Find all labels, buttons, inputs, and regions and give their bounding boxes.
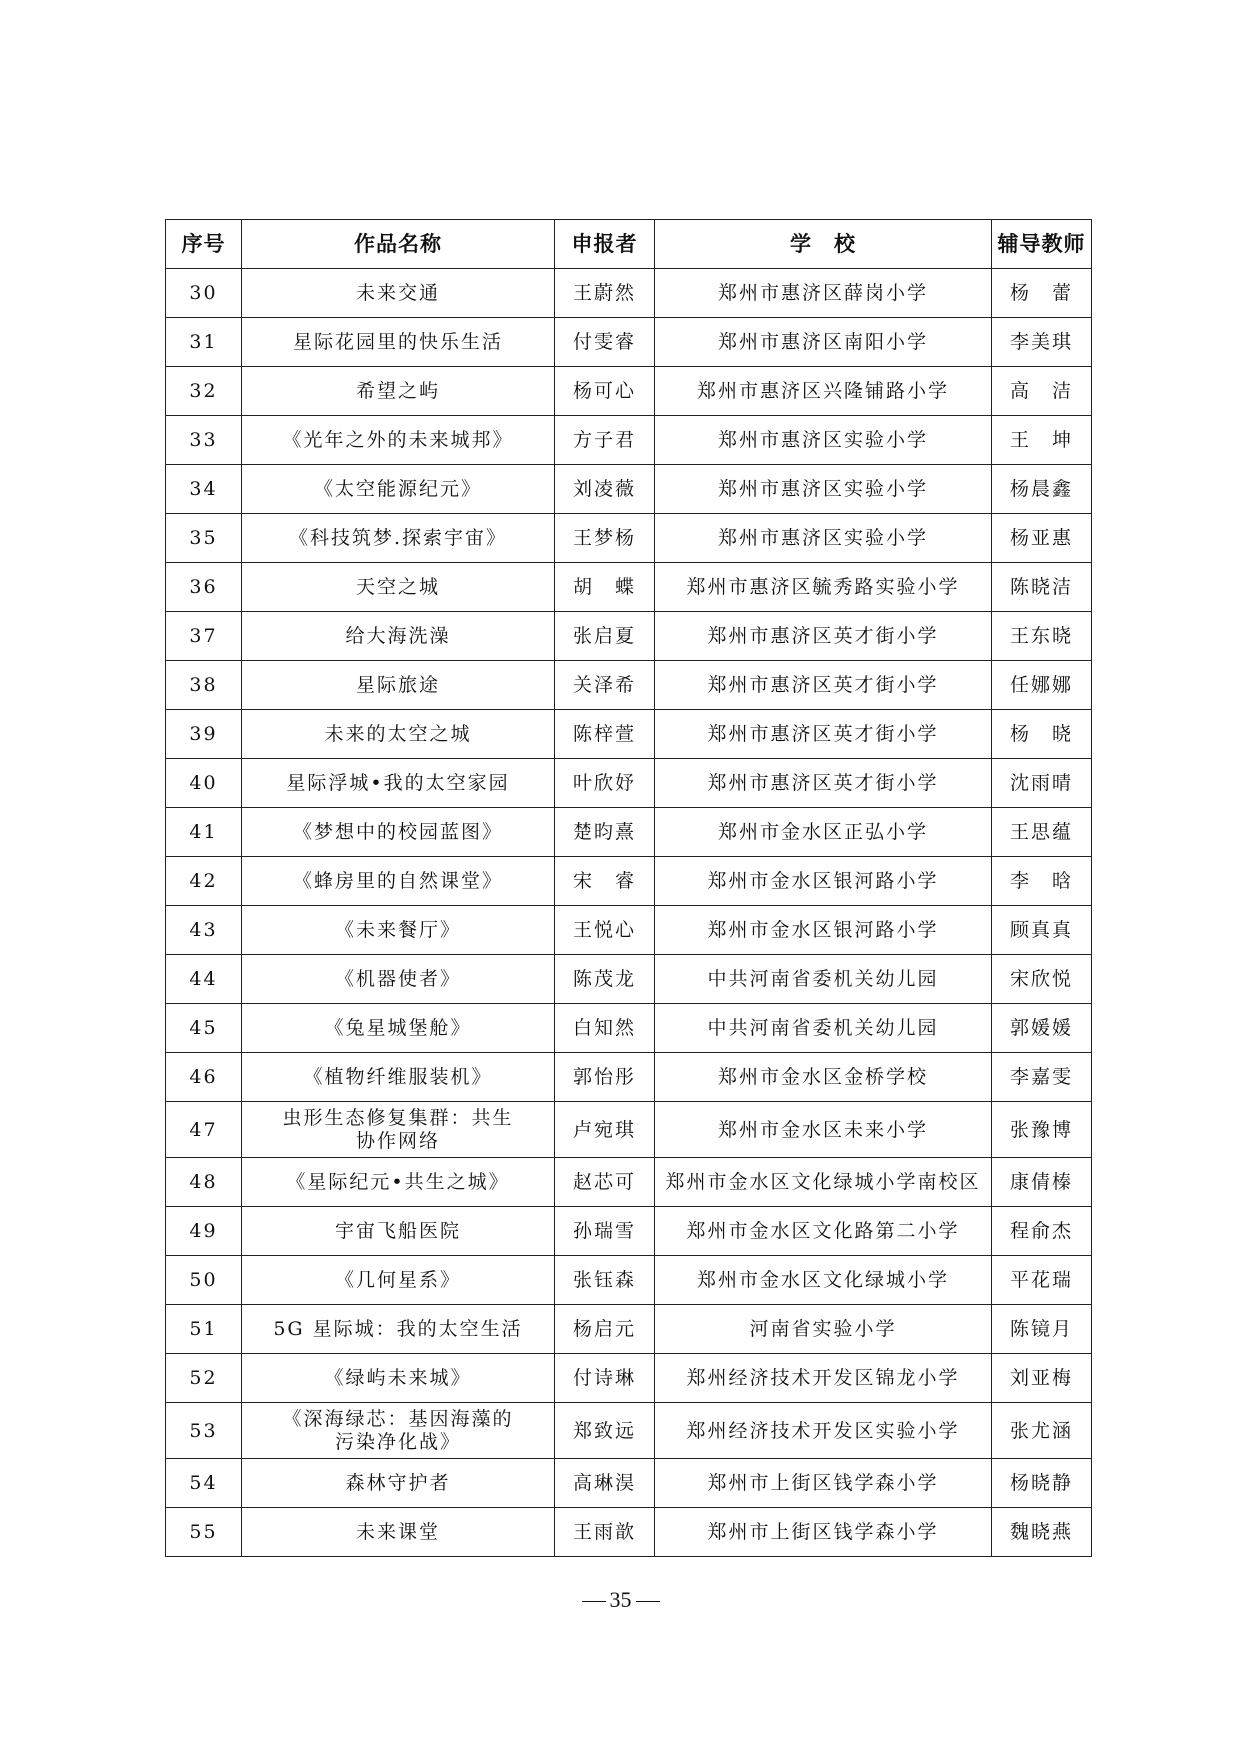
cell-no: 50 bbox=[166, 1256, 242, 1305]
table-row bbox=[166, 857, 1092, 906]
table-row bbox=[166, 906, 1092, 955]
cell-applicant: 楚昀熹 bbox=[555, 808, 655, 857]
cell-applicant: 陈梓萱 bbox=[555, 710, 655, 759]
cell-applicant: 付雯睿 bbox=[555, 318, 655, 367]
cell-name bbox=[242, 1207, 555, 1256]
cell-no: 54 bbox=[166, 1459, 242, 1508]
cell-school: 郑州市惠济区英才街小学 bbox=[655, 661, 992, 710]
cell-name bbox=[242, 955, 555, 1004]
cell-name bbox=[242, 318, 555, 367]
work-title: 未来交通 bbox=[355, 282, 440, 304]
cell-no: 51 bbox=[166, 1305, 242, 1354]
table-row bbox=[166, 465, 1092, 514]
cell-teacher: 平花瑞 bbox=[992, 1256, 1092, 1305]
table-row bbox=[166, 612, 1092, 661]
work-title: 《光年之外的未来城邦》 bbox=[282, 429, 514, 451]
table-body bbox=[166, 269, 1092, 1557]
cell-teacher: 王思蕴 bbox=[992, 808, 1092, 857]
work-title: 虫形生态修复集群：共生协作网络 bbox=[282, 1106, 514, 1152]
cell-teacher: 康倩榛 bbox=[992, 1158, 1092, 1207]
table-row bbox=[166, 710, 1092, 759]
work-title: 《梦想中的校园蓝图》 bbox=[292, 821, 503, 843]
cell-school: 郑州市金水区银河路小学 bbox=[655, 906, 992, 955]
table-row bbox=[166, 1102, 1092, 1158]
cell-applicant: 张钰森 bbox=[555, 1256, 655, 1305]
cell-name bbox=[242, 710, 555, 759]
cell-teacher: 王东晓 bbox=[992, 612, 1092, 661]
cell-school: 郑州市上街区钱学森小学 bbox=[655, 1508, 992, 1557]
cell-school: 郑州经济技术开发区实验小学 bbox=[655, 1403, 992, 1459]
table-row bbox=[166, 661, 1092, 710]
work-title: 星际花园里的快乐生活 bbox=[292, 331, 503, 353]
work-title: 给大海洗澡 bbox=[345, 625, 451, 647]
cell-no: 52 bbox=[166, 1354, 242, 1403]
cell-no: 49 bbox=[166, 1207, 242, 1256]
cell-name bbox=[242, 1403, 555, 1459]
cell-school: 中共河南省委机关幼儿园 bbox=[655, 1004, 992, 1053]
table-row bbox=[166, 1004, 1092, 1053]
cell-teacher: 李嘉雯 bbox=[992, 1053, 1092, 1102]
cell-school: 郑州市金水区文化绿城小学南校区 bbox=[655, 1158, 992, 1207]
cell-teacher: 杨 晓 bbox=[992, 710, 1092, 759]
cell-no: 32 bbox=[166, 367, 242, 416]
cell-no: 39 bbox=[166, 710, 242, 759]
cell-applicant: 胡 蝶 bbox=[555, 563, 655, 612]
header-name: 作品名称 bbox=[242, 220, 555, 269]
work-title: 《绿屿未来城》 bbox=[324, 1367, 472, 1389]
page-number: 35 bbox=[609, 1587, 632, 1612]
award-list-table bbox=[165, 219, 1092, 1557]
work-title: 《植物纤维服装机》 bbox=[303, 1066, 493, 1088]
cell-school: 郑州市金水区正弘小学 bbox=[655, 808, 992, 857]
work-title: 《深海绿芯：基因海藻的污染净化战》 bbox=[282, 1407, 514, 1453]
cell-applicant: 王悦心 bbox=[555, 906, 655, 955]
cell-applicant: 高琳淏 bbox=[555, 1459, 655, 1508]
cell-no: 38 bbox=[166, 661, 242, 710]
cell-name bbox=[242, 514, 555, 563]
cell-name bbox=[242, 759, 555, 808]
cell-no: 36 bbox=[166, 563, 242, 612]
cell-applicant: 方子君 bbox=[555, 416, 655, 465]
cell-name bbox=[242, 612, 555, 661]
cell-school: 郑州市惠济区毓秀路实验小学 bbox=[655, 563, 992, 612]
cell-no: 47 bbox=[166, 1102, 242, 1158]
cell-name bbox=[242, 857, 555, 906]
cell-applicant: 王梦杨 bbox=[555, 514, 655, 563]
work-title: 《兔星城堡舱》 bbox=[324, 1017, 472, 1039]
cell-school: 郑州市上街区钱学森小学 bbox=[655, 1459, 992, 1508]
header-applicant: 申报者 bbox=[555, 220, 655, 269]
cell-teacher: 张豫博 bbox=[992, 1102, 1092, 1158]
work-title: 天空之城 bbox=[355, 576, 440, 598]
cell-applicant: 赵芯可 bbox=[555, 1158, 655, 1207]
cell-name bbox=[242, 1354, 555, 1403]
cell-school: 郑州市惠济区实验小学 bbox=[655, 416, 992, 465]
cell-no: 55 bbox=[166, 1508, 242, 1557]
cell-applicant: 王蔚然 bbox=[555, 269, 655, 318]
cell-name bbox=[242, 416, 555, 465]
cell-name bbox=[242, 906, 555, 955]
cell-name bbox=[242, 465, 555, 514]
cell-name bbox=[242, 367, 555, 416]
work-title: 《几何星系》 bbox=[334, 1269, 461, 1291]
table-row bbox=[166, 367, 1092, 416]
table-row bbox=[166, 1053, 1092, 1102]
cell-teacher: 程俞杰 bbox=[992, 1207, 1092, 1256]
cell-no: 41 bbox=[166, 808, 242, 857]
cell-name bbox=[242, 1459, 555, 1508]
cell-applicant: 宋 睿 bbox=[555, 857, 655, 906]
cell-no: 43 bbox=[166, 906, 242, 955]
table-row bbox=[166, 318, 1092, 367]
cell-teacher: 郭媛媛 bbox=[992, 1004, 1092, 1053]
cell-no: 42 bbox=[166, 857, 242, 906]
cell-name bbox=[242, 269, 555, 318]
cell-school: 郑州市金水区银河路小学 bbox=[655, 857, 992, 906]
cell-teacher: 陈镜月 bbox=[992, 1305, 1092, 1354]
table-row bbox=[166, 955, 1092, 1004]
work-title: 未来的太空之城 bbox=[324, 723, 472, 745]
cell-name bbox=[242, 1102, 555, 1158]
work-title: 《科技筑梦.探索宇宙》 bbox=[288, 527, 508, 549]
cell-school: 郑州市金水区文化绿城小学 bbox=[655, 1256, 992, 1305]
cell-applicant: 王雨歆 bbox=[555, 1508, 655, 1557]
work-title: 希望之屿 bbox=[355, 380, 440, 402]
cell-no: 31 bbox=[166, 318, 242, 367]
cell-applicant: 白知然 bbox=[555, 1004, 655, 1053]
table-row bbox=[166, 269, 1092, 318]
cell-no: 37 bbox=[166, 612, 242, 661]
work-title: 《蜂房里的自然课堂》 bbox=[292, 870, 503, 892]
table-row bbox=[166, 759, 1092, 808]
cell-school: 郑州市惠济区英才街小学 bbox=[655, 759, 992, 808]
cell-school: 郑州市惠济区英才街小学 bbox=[655, 612, 992, 661]
cell-applicant: 张启夏 bbox=[555, 612, 655, 661]
cell-applicant: 卢宛琪 bbox=[555, 1102, 655, 1158]
cell-teacher: 陈晓洁 bbox=[992, 563, 1092, 612]
cell-applicant: 陈茂龙 bbox=[555, 955, 655, 1004]
page-footer bbox=[0, 1587, 1241, 1613]
cell-teacher: 任娜娜 bbox=[992, 661, 1092, 710]
cell-no: 34 bbox=[166, 465, 242, 514]
table-row bbox=[166, 416, 1092, 465]
dash-left bbox=[582, 1601, 606, 1602]
work-title: 《太空能源纪元》 bbox=[313, 478, 482, 500]
cell-teacher: 杨晓静 bbox=[992, 1459, 1092, 1508]
cell-name bbox=[242, 1256, 555, 1305]
cell-teacher: 李 晗 bbox=[992, 857, 1092, 906]
table-row bbox=[166, 514, 1092, 563]
cell-teacher: 杨亚惠 bbox=[992, 514, 1092, 563]
cell-applicant: 杨可心 bbox=[555, 367, 655, 416]
cell-applicant: 叶欣妤 bbox=[555, 759, 655, 808]
cell-teacher: 魏晓燕 bbox=[992, 1508, 1092, 1557]
cell-school: 郑州市惠济区实验小学 bbox=[655, 465, 992, 514]
cell-applicant: 郭怡彤 bbox=[555, 1053, 655, 1102]
cell-no: 30 bbox=[166, 269, 242, 318]
table-row bbox=[166, 1403, 1092, 1459]
table-row bbox=[166, 1207, 1092, 1256]
cell-school: 郑州市惠济区南阳小学 bbox=[655, 318, 992, 367]
cell-name bbox=[242, 1508, 555, 1557]
cell-school: 郑州市惠济区实验小学 bbox=[655, 514, 992, 563]
cell-no: 35 bbox=[166, 514, 242, 563]
table-row bbox=[166, 1459, 1092, 1508]
cell-no: 33 bbox=[166, 416, 242, 465]
table-row bbox=[166, 563, 1092, 612]
work-title: 宇宙飞船医院 bbox=[334, 1220, 461, 1242]
cell-no: 45 bbox=[166, 1004, 242, 1053]
header-school: 学 校 bbox=[655, 220, 992, 269]
work-title: 未来课堂 bbox=[355, 1521, 440, 1543]
work-title: 《星际纪元•共生之城》 bbox=[286, 1171, 510, 1193]
cell-applicant: 郑致远 bbox=[555, 1403, 655, 1459]
cell-name bbox=[242, 808, 555, 857]
cell-name bbox=[242, 1004, 555, 1053]
cell-applicant: 杨启元 bbox=[555, 1305, 655, 1354]
work-title: 森林守护者 bbox=[345, 1472, 451, 1494]
cell-school: 郑州市金水区未来小学 bbox=[655, 1102, 992, 1158]
table-row bbox=[166, 1354, 1092, 1403]
cell-school: 郑州市金水区金桥学校 bbox=[655, 1053, 992, 1102]
work-title: 《机器使者》 bbox=[334, 968, 461, 990]
cell-name bbox=[242, 1053, 555, 1102]
cell-applicant: 付诗琳 bbox=[555, 1354, 655, 1403]
cell-teacher: 高 洁 bbox=[992, 367, 1092, 416]
cell-teacher: 沈雨晴 bbox=[992, 759, 1092, 808]
cell-teacher: 杨 蕾 bbox=[992, 269, 1092, 318]
dash-right bbox=[636, 1601, 660, 1602]
header-no: 序号 bbox=[166, 220, 242, 269]
table-row bbox=[166, 808, 1092, 857]
cell-school: 郑州市金水区文化路第二小学 bbox=[655, 1207, 992, 1256]
cell-no: 40 bbox=[166, 759, 242, 808]
cell-school: 河南省实验小学 bbox=[655, 1305, 992, 1354]
cell-no: 53 bbox=[166, 1403, 242, 1459]
cell-applicant: 刘凌薇 bbox=[555, 465, 655, 514]
cell-applicant: 关泽希 bbox=[555, 661, 655, 710]
cell-no: 44 bbox=[166, 955, 242, 1004]
cell-teacher: 王 坤 bbox=[992, 416, 1092, 465]
cell-school: 郑州市惠济区英才街小学 bbox=[655, 710, 992, 759]
cell-school: 中共河南省委机关幼儿园 bbox=[655, 955, 992, 1004]
work-title: 星际旅途 bbox=[355, 674, 440, 696]
cell-applicant: 孙瑞雪 bbox=[555, 1207, 655, 1256]
cell-name bbox=[242, 1305, 555, 1354]
cell-no: 46 bbox=[166, 1053, 242, 1102]
work-title: 《未来餐厅》 bbox=[334, 919, 461, 941]
header-teacher: 辅导教师 bbox=[992, 220, 1092, 269]
cell-no: 48 bbox=[166, 1158, 242, 1207]
cell-teacher: 刘亚梅 bbox=[992, 1354, 1092, 1403]
table-header-row bbox=[166, 220, 1092, 269]
table-row bbox=[166, 1508, 1092, 1557]
table-row bbox=[166, 1305, 1092, 1354]
cell-name bbox=[242, 563, 555, 612]
cell-teacher: 宋欣悦 bbox=[992, 955, 1092, 1004]
cell-school: 郑州市惠济区兴隆铺路小学 bbox=[655, 367, 992, 416]
cell-school: 郑州市惠济区薛岗小学 bbox=[655, 269, 992, 318]
work-title: 5G 星际城：我的太空生活 bbox=[273, 1318, 523, 1340]
cell-school: 郑州经济技术开发区锦龙小学 bbox=[655, 1354, 992, 1403]
cell-teacher: 李美琪 bbox=[992, 318, 1092, 367]
cell-name bbox=[242, 661, 555, 710]
cell-teacher: 张尤涵 bbox=[992, 1403, 1092, 1459]
table-row bbox=[166, 1158, 1092, 1207]
work-title: 星际浮城•我的太空家园 bbox=[286, 772, 510, 794]
cell-name bbox=[242, 1158, 555, 1207]
cell-teacher: 顾真真 bbox=[992, 906, 1092, 955]
table-row bbox=[166, 1256, 1092, 1305]
cell-teacher: 杨晨鑫 bbox=[992, 465, 1092, 514]
